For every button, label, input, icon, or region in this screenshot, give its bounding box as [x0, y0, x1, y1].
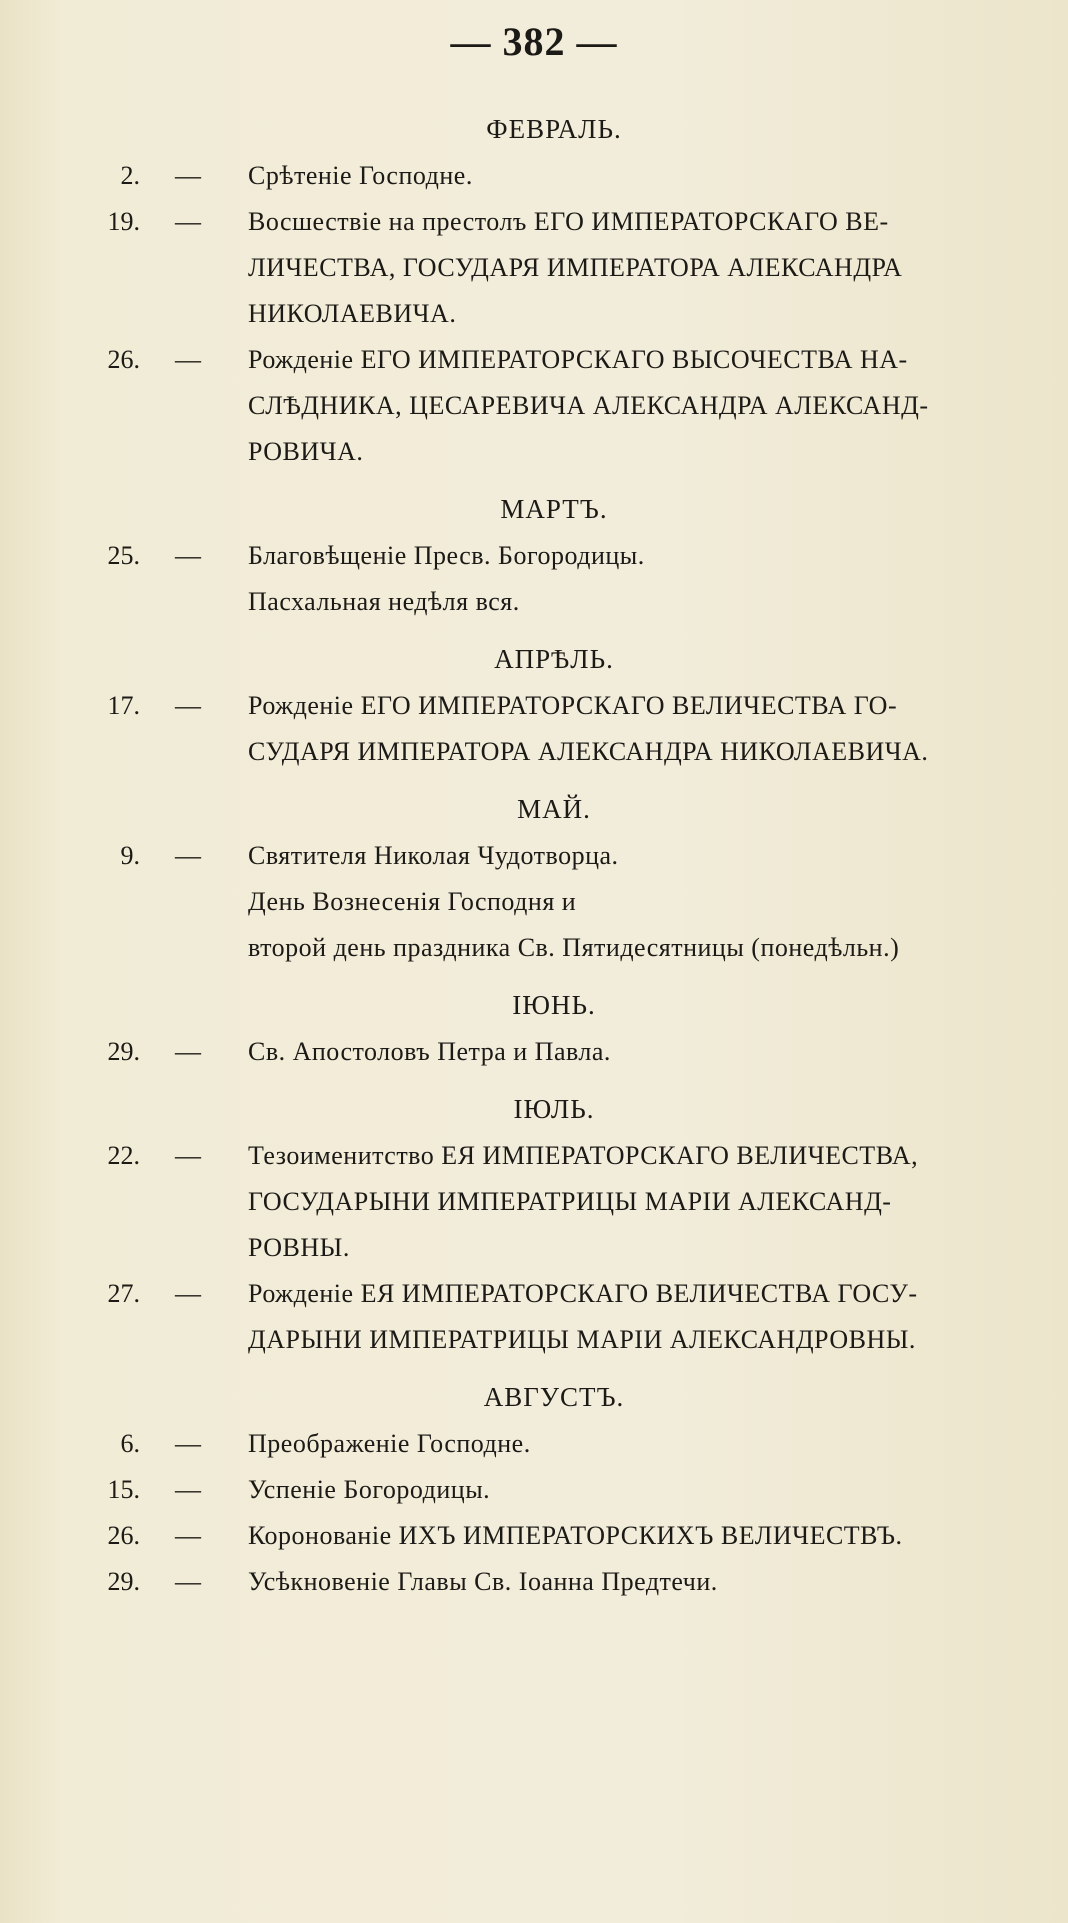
- description-line: Рожденіе ЕЯ ИМПЕРАТОРСКАГО ВЕЛИЧЕСТВА ГОСУ-: [248, 1279, 918, 1308]
- dash-separator: —: [175, 1567, 201, 1596]
- description-line: ГОСУДАРЫНИ ИМПЕРАТРИЦЫ МАРІИ АЛЕКСАНД-: [248, 1187, 892, 1216]
- holiday-day: 29.: [107, 1567, 140, 1596]
- month-section: [0, 485, 1068, 635]
- description-line: РОВНЫ.: [248, 1233, 350, 1262]
- holiday-description: [248, 199, 1028, 337]
- dash-separator: —: [175, 161, 201, 190]
- description-line: Тезоименитство ЕЯ ИМПЕРАТОРСКАГО ВЕЛИЧЕСТВА,: [248, 1141, 919, 1170]
- holiday-description: [248, 1513, 1028, 1559]
- holiday-entry: [0, 337, 1068, 475]
- holiday-description: [248, 1133, 1028, 1271]
- dash-separator: —: [175, 841, 201, 870]
- holiday-entry: [0, 1513, 1068, 1559]
- page-number: — 382 —: [450, 19, 618, 64]
- holiday-entry: [0, 1467, 1068, 1513]
- holiday-description: [248, 1421, 1028, 1467]
- month-heading: ФЕВРАЛЬ.: [486, 114, 622, 144]
- description-line: Пасхальная недѣля вся.: [248, 587, 520, 616]
- holiday-day: 29.: [107, 1037, 140, 1066]
- holiday-entry: [0, 533, 1068, 625]
- holiday-description: [248, 337, 1028, 475]
- dash-separator: —: [175, 1279, 201, 1308]
- dash-separator: —: [175, 207, 201, 236]
- holiday-entry: [0, 833, 1068, 971]
- month-heading: ІЮНЬ.: [512, 990, 596, 1020]
- holiday-day: 22.: [107, 1141, 140, 1170]
- holiday-entry: [0, 1559, 1068, 1605]
- description-line: второй день праздника Св. Пятидесятницы (понедѣльн.): [248, 933, 900, 962]
- holiday-description: [248, 1271, 1028, 1363]
- description-line: Коронованіе ИХЪ ИМПЕРАТОРСКИХЪ ВЕЛИЧЕСТВЪ.: [248, 1521, 903, 1550]
- description-line: РОВИЧА.: [248, 437, 364, 466]
- dash-separator: —: [175, 1475, 201, 1504]
- holiday-entry: [0, 1421, 1068, 1467]
- holiday-day: 2.: [120, 161, 140, 190]
- holiday-description: [248, 533, 1028, 625]
- month-section: [0, 105, 1068, 485]
- month-section: [0, 981, 1068, 1085]
- dash-separator: —: [175, 1037, 201, 1066]
- description-line: Восшествіе на престолъ ЕГО ИМПЕРАТОРСКАГО ВЕ-: [248, 207, 889, 236]
- holiday-description: [248, 1559, 1028, 1605]
- holiday-list: [0, 105, 1068, 1615]
- holiday-description: [248, 833, 1028, 971]
- month-heading: АПРѢЛЬ.: [494, 644, 614, 674]
- month-section: [0, 635, 1068, 785]
- holiday-day: 9.: [120, 841, 140, 870]
- month-section: [0, 1085, 1068, 1373]
- description-line: Срѣтеніе Господне.: [248, 161, 473, 190]
- holiday-day: 26.: [107, 1521, 140, 1550]
- holiday-day: 19.: [107, 207, 140, 236]
- month-section: [0, 1373, 1068, 1615]
- description-line: Св. Апостоловъ Петра и Павла.: [248, 1037, 611, 1066]
- holiday-description: [248, 683, 1028, 775]
- holiday-entry: [0, 1029, 1068, 1075]
- holiday-day: 6.: [120, 1429, 140, 1458]
- description-line: Благовѣщеніе Пресв. Богородицы.: [248, 541, 645, 570]
- holiday-day: 27.: [107, 1279, 140, 1308]
- description-line: СЛѢДНИКА, ЦЕСАРЕВИЧА АЛЕКСАНДРА АЛЕКСАНД-: [248, 391, 929, 420]
- dash-separator: —: [175, 691, 201, 720]
- description-line: Преображеніе Господне.: [248, 1429, 531, 1458]
- description-line: Успеніе Богородицы.: [248, 1475, 491, 1504]
- holiday-description: [248, 1029, 1028, 1075]
- month-section: [0, 785, 1068, 981]
- description-line: ЛИЧЕСТВА, ГОСУДАРЯ ИМПЕРАТОРА АЛЕКСАНДРА: [248, 253, 903, 282]
- holiday-entry: [0, 1133, 1068, 1271]
- holiday-day: 15.: [107, 1475, 140, 1504]
- month-heading: МАЙ.: [517, 794, 591, 824]
- dash-separator: —: [175, 345, 201, 374]
- month-heading: МАРТЪ.: [500, 494, 608, 524]
- holiday-description: [248, 153, 1028, 199]
- holiday-day: 26.: [107, 345, 140, 374]
- dash-separator: —: [175, 1521, 201, 1550]
- description-line: Рожденіе ЕГО ИМПЕРАТОРСКАГО ВЕЛИЧЕСТВА ГО-: [248, 691, 898, 720]
- month-heading: ІЮЛЬ.: [513, 1094, 595, 1124]
- dash-separator: —: [175, 1429, 201, 1458]
- month-heading: АВГУСТЪ.: [483, 1382, 625, 1412]
- holiday-description: [248, 1467, 1028, 1513]
- holiday-entry: [0, 1271, 1068, 1363]
- holiday-entry: [0, 199, 1068, 337]
- holiday-day: 17.: [107, 691, 140, 720]
- description-line: СУДАРЯ ИМПЕРАТОРА АЛЕКСАНДРА НИКОЛАЕВИЧА.: [248, 737, 929, 766]
- description-line: День Вознесенія Господня и: [248, 887, 577, 916]
- description-line: Рожденіе ЕГО ИМПЕРАТОРСКАГО ВЫСОЧЕСТВА НА-: [248, 345, 908, 374]
- description-line: НИКОЛАЕВИЧА.: [248, 299, 457, 328]
- description-line: Усѣкновеніе Главы Св. Іоанна Предтечи.: [248, 1567, 718, 1596]
- description-line: ДАРЫНИ ИМПЕРАТРИЦЫ МАРІИ АЛЕКСАНДРОВНЫ.: [248, 1325, 916, 1354]
- description-line: Святителя Николая Чудотворца.: [248, 841, 619, 870]
- dash-separator: —: [175, 1141, 201, 1170]
- dash-separator: —: [175, 541, 201, 570]
- holiday-entry: [0, 683, 1068, 775]
- holiday-day: 25.: [107, 541, 140, 570]
- holiday-entry: [0, 153, 1068, 199]
